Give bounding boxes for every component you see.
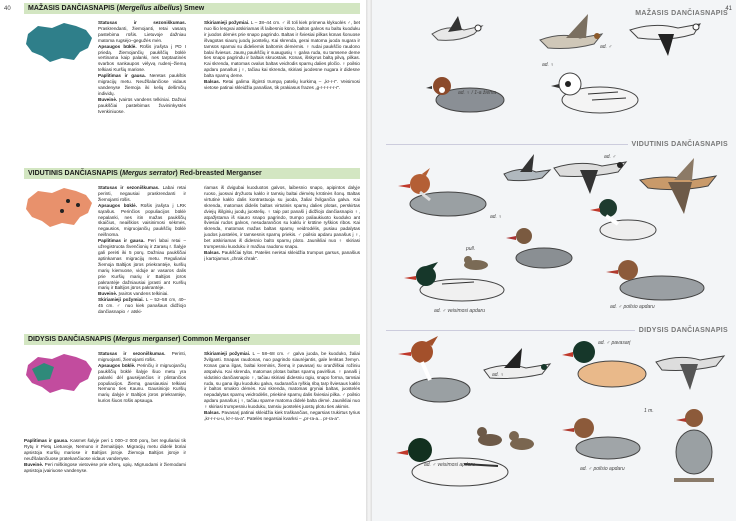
smew-flying-illustration [536, 10, 606, 54]
species-header: VIDUTINIS DANČIASNAPIS (Mergus serrator) Red-breasted Merganser [24, 168, 360, 179]
merganser-juvenile-standing-illustration [664, 396, 724, 486]
plate-label-smew: MAŽASIS DANČIASNAPIS [635, 10, 728, 17]
plate-label-common-merganser: DIDYSIS DANČIASNAPIS [635, 327, 728, 334]
map-point [60, 209, 64, 213]
species-section-red-breasted-merganser [24, 168, 360, 330]
distribution-map [24, 185, 94, 229]
merganser-flying-illustration [550, 150, 630, 196]
plate-caption: ad. ♀ [492, 372, 505, 378]
plate-caption: ad. ♂ [604, 154, 617, 160]
text-column-1: Statusas ir sezoniškumas. Labai retai perinti, negausiai praskrendanti ir žiemojanti rūšis. Apsaugos būklė. Rūšis įrašyta į LRK sąrašus. Perinčios populiacijos būklė nepalanki, nes itin mažas paukščių skaičius, neaiškios vaisinimosi sėkmės, negausios, migruojančių paukščių būklė neišnoma. Paplitimas ir gausa. Peri labai retai – užregistruota Švenčionių ir Zarasų r. Šalyje gali perėti iki 5 porų. Dažniau paukščiai aptinkamas migracijų metu. Reguliariai žiemoja Baltijos jūros priekrantėje, kuršių marių kiemuose, viduje ar vasaros dalis prie Kuršių marių ir Baltijos jūros pakrantėje dažniausiai įprasti ant Kuršių marių ir Baltijos jūros pakrantėje. Buveinė. Įvairūs vandens telkiniai. Skiriamieji požymiai. L – 52–58 cm, 40–45 cm. ♂ nuo kiek panašaus didžiojo dančiasnapio ♂ atski- [98, 185, 187, 315]
text-column-2: riamas iš dvigubai kuoduotos galvos, laibesnio snapo, apipintos dalyje ruoso, juosvai dryžuotu kaklo ir tamsių baltai dėmėtų krūtinės šonų. Baltas virtutinė kaklo dalis kontrastuoja su juoda, žaliai žvilgančia galva. Kai skrenda, matomas didelis baltas virtutinis sparnų dalies plotas, perskirtas dviejų išilginių juodų juostelių. ♀ taip pat panaši į didžiojo dančiasnapio ♀, atpažįstama iš siauro snapo pagrindo, trumpo paliaukiuoto kuoduko ant šviesiai rudos galvos, nesudarančios su kaklu ir krūtine ryškios ribos. Kai skrenda, matomas mažas baltas sparnų veidrodėlis, pusiau padalytas juodos juostelės, ir tamsesnis sparnų priekis. ♂ poilsio apdaru panašus į ♀, bet atskiriamas iš didesnio balto sparnų ploto. Jaunikliai nuo ♀ skiriasi trumpesniu kuoduku ir mažiau raudonu snapu. Balsas. Paukščiai tylūs. Patelės nerėtai skleidžia trumpus garsus, panašius į kartojamus „chrak chrak“. [204, 185, 360, 261]
distribution-map [24, 351, 94, 395]
plate-caption: ad. ♂ veisimosi apdaru [424, 462, 475, 468]
merganser-male-illustration [402, 258, 512, 308]
right-page-plates [372, 0, 736, 521]
map-point [66, 199, 70, 203]
text-column-1: Statusas ir sezoniškumas. Perinti, migruojanti, žiemojanti rūšis. Apsaugos būklė. Perinčių ir migruojančių paukščių būklė šalyje šiuo metu yra palanki dėl gausėjančios ir plintančios populiacijos. Žiemą gausiausiai telkiasi Nemuno ties Kaunu. Gausiniojo Kuršių marių dalyje ir Baltijos jūros priekrantėje, kurios šiuos rūšis apsauga. [98, 351, 186, 404]
merganser-female-illustration [396, 334, 476, 408]
plate-caption: pull. [466, 246, 476, 252]
map-shape [26, 188, 92, 227]
left-page [0, 0, 366, 521]
text-column-1: Statusas ir sezoniškumas. Praskrendanti, žiemojanti, retai vasarą pastebima rūšis. Lietuvoje dažniau matoma rugsėjo–gegužės mėn. Apsaugos būklė. Rūšis įrašyta į PD I priedą. Žiemojančių paukščių būklė vertinama kaip palanki, nes tarptautinės svarbos sankaupos vėlyvą rudenį–žiemą telkiasi Kuršių mariose. Paplitimas ir gausa. Neretas paukštis migracijų metu. Neužšalančiose vidaus vandenyse žiemoja iki kelių dešimčių individų. Buveinė. Įvairūs vandens telkiniai. Dažnai paukščiai pastebimas žuvininkystės tvenkiniuose. [98, 20, 187, 114]
merganser-flying-illustration [500, 152, 552, 188]
distribution-map [24, 20, 94, 64]
species-header: MAŽASIS DANČIASNAPIS (Mergellus albellus) Smew [24, 3, 360, 14]
plate-caption: ad. ♀ [490, 214, 503, 220]
merganser-male-illustration [394, 424, 518, 496]
merganser-male-illustration [588, 192, 662, 246]
text-column-2: Skiriamieji požymiai. L – 38–44 cm. ♂ iš toli kiek primena klykuolės ♂, bet nuo šio lengvai atskiriamas iš laibesnio kūno, baltos galvos su baltu kuoduku ir juodos dėmės prie snapo pagrindo. Baltas ir šviesiai pilkas kūnas šonuose išvagotas siaurų juodų juostelių. Kai skrenda, gerai matoma juoda nugara ir tamsūs sparnai su dideliemis baltomis dėmėmis. ♀ rudai paukščio raudono balai šviesus. Jaunų paukščių ir suaugusių ♀ galva ruda, su tamsene deme ties snapo pagrindu ir baltais skruostais. Kūnas, išskyrus baltą pilvą, pilkas. Kai skrenda, matomas ovalus baltas veidrodis sparnų dalies pločio. ♀ poilsio apdaru panašus į ♀, tačiau kai skrenda, skiriasi juodesne nugara ir didesne balta sparnų deme. Balsas. Retai galima išgirsti trumpą patelių kurkimą – „kr-r-r“. Veisimosi vietose patinai skleidžia panašias, tik prakiasus frazes „g-r-r-r-r-r-r“. [204, 20, 360, 90]
species-section-smew [24, 3, 360, 163]
merganser-juvenile-illustration [502, 218, 578, 274]
page-number-left: 40 [4, 6, 11, 12]
smew-flying-illustration [624, 14, 706, 60]
page-number-right: 41 [725, 6, 732, 12]
merganser-female-illustration [396, 164, 492, 224]
merganser-eclipse-illustration [560, 410, 646, 464]
species-header: DIDYSIS DANČIASNAPIS (Mergus merganser) Common Merganser [24, 334, 360, 345]
text-column-wide: Paplitimas ir gausa. Kasmet šalyje peri 1 000–2 000 porų, bet reguliariai tik Rytų ir Pietų Lietuvoje, Nemuno ir Žemaitijoje. Migracijų metu didelė būriai apsistoja Kuršių mariose ir Baltijos jūroje. Žiemoja Baltijos jūroje ir neužšalančiuose pratekančiuose vidaus vandenyse. Buveinė. Peri miškingose vietovėse prie ežerų, upių. Migruodami ir žiemodami apsistoja įvairiuose vandenyse. [24, 438, 187, 473]
text-column-2: Skiriamieji požymiai. L – 58–68 cm. ♂ galva juoda, be kuoduko, žaliai žvilganti. Snapas raudonas, nuo pagrindo siaurėjantis, gale lenktas žemyn. Kūnas gana ilgas, baltai kreminis, žiemą ir pavasarį su oranžiškai rožiniu atspalviu. Kai skrenda, matomas plotas baltas sparnų paviršius. ♀ panaši į vidutinio dančiasnapio ♀, tačiau skiriasi didesniu ūgiu, snapo forma, tamsiai ruda, su gana ilgu kuoduku galva, sudarančia ryškią ribą tarp šviesaus kaklo ir baltos smakro dėmės. Kai skrenda, matomas gryniai baltas, juostelės nepadalytas sparnų veidrodėlis, priekinė sparnų dalis šviesiai pilka. ♂ poilsio apdaru panašus į ♀, tačiau sparne matoma didelė balta dėmė. Jaunikliai nuo ♀ skiriasi trumpesniu kuoduku, tamsiu juostelės juostų plotu ties akimis. Balsas. Pavasarį patinai skleidžia kiek traškančias, negarsias trukirtus tyrius „kr-r-r-u-u, kr-r-ra-a“. Patelės negarsiai kvarksi – „pr-ra-a... pr-ra-a“. [204, 351, 360, 421]
plate-caption: ad. ♂ poilsio apdaru [610, 304, 655, 310]
plate-caption: ad. ♂ [600, 44, 613, 50]
plate-caption: ad. ♀ [542, 62, 555, 68]
species-section-common-merganser [24, 334, 360, 519]
plate-caption: 1 m. [644, 408, 654, 414]
merganser-flying-illustration [480, 346, 554, 390]
plate-caption: ad. ♀ / 1-a žiema [458, 90, 497, 96]
plate-caption: ad. ♂ veisimosi apdaru [434, 308, 485, 314]
smew-flying-illustration [428, 14, 486, 50]
smew-male-illustration [548, 64, 644, 118]
merganser-eclipse-illustration [602, 250, 712, 306]
plate-caption: ad. ♂ poilsio apdaru [580, 466, 625, 472]
merganser-flying-illustration [652, 344, 728, 392]
plate-caption: ad. ♂ pavasarį [598, 340, 631, 346]
plate-label-red-breasted-merganser: VIDUTINIS DANČIASNAPIS [628, 141, 728, 148]
map-shape [26, 23, 92, 62]
map-point [76, 203, 80, 207]
